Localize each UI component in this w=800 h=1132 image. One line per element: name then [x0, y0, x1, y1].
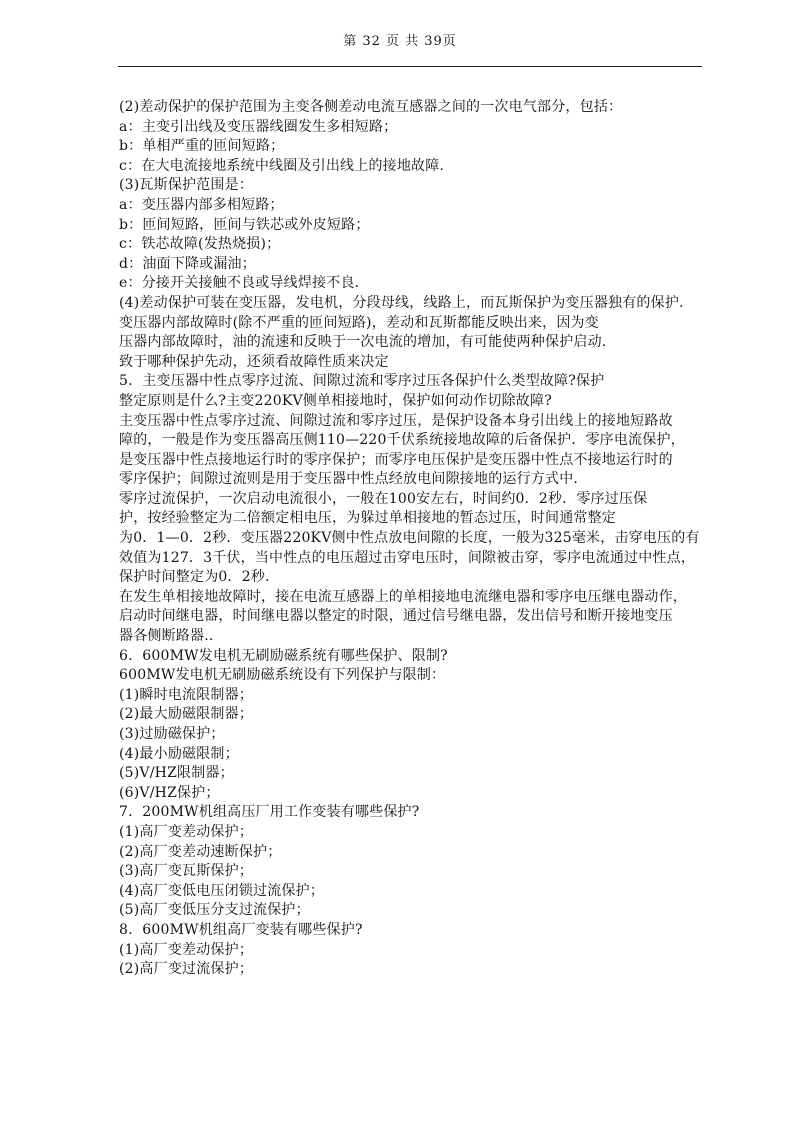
text-line: c：在大电流接地系统中线圈及引出线上的接地故障. [119, 157, 445, 174]
page-number-label: 第 32 页 共 39页 [343, 34, 457, 49]
section-heading: 整定原则是什么?主变220KV侧单相接地时，保护如何动作切除故障? [119, 392, 552, 409]
section-heading: 6．600MW发电机无刷励磁系统有哪些保护、限制? [119, 647, 448, 664]
text-line: 600MW发电机无刷励磁系统设有下列保护与限制： [119, 667, 446, 684]
text-line: 变压器内部故障时(除不严重的匝间短路)，差动和瓦斯都能反映出来，因为变 [119, 314, 599, 331]
text-line: c：铁芯故障(发热烧损)； [119, 236, 281, 253]
document-body [119, 98, 709, 980]
list-item: (5)V/HZ限制器； [119, 765, 234, 782]
text-line: 零序保护；间隙过流则是用于变压器中性点经放电间隙接地的运行方式中. [119, 471, 579, 488]
text-line: 保护时间整定为0．2秒. [119, 569, 270, 586]
list-item: (5)高厂变低压分支过流保护； [119, 902, 310, 919]
list-item: (1)高厂变差动保护； [119, 941, 254, 958]
text-line: 障的，一般是作为变压器高压侧110—220千伏系统接地故障的后备保护．零序电流保护， [119, 432, 685, 449]
text-line: d：油面下降或漏油； [119, 255, 256, 272]
text-line: (3)瓦斯保护范围是： [119, 177, 254, 194]
section-heading: 7．200MW机组高压厂用工作变装有哪些保护? [119, 804, 420, 821]
text-line: 护，按经验整定为二倍额定相电压，为躲过单相接地的暂态过压，时间通常整定 [119, 510, 616, 527]
section-heading: 8．600MW机组高厂变装有哪些保护? [119, 921, 363, 938]
text-line: 在发生单相接地故障时，接在电流互感器上的单相接地电流继电器和零序电压继电器动作， [119, 588, 687, 605]
text-line: b：单相严重的匝间短路； [119, 138, 285, 155]
text-line: 压器内部故障时，油的流速和反映于一次电流的增加，有可能使两种保护启动. [119, 334, 607, 351]
text-line: (4)差动保护可装在变压器，发电机，分段母线，线路上，而瓦斯保护为变压器独有的保护. [119, 294, 684, 311]
list-item: (1)瞬时电流限制器； [119, 686, 254, 703]
list-item: (4)高厂变低电压闭锁过流保护； [119, 882, 325, 899]
text-line: 为0．1—0．2秒．变压器220KV侧中性点放电间隙的长度，一般为325毫米，击穿电压的有 [119, 530, 700, 547]
list-item: (2)高厂变差动速断保护； [119, 843, 282, 860]
text-line: 启动时间继电器，时间继电器以整定的时限，通过信号继电器，发出信号和断开接地变压 [119, 608, 673, 625]
text-line: a：变压器内部多相短路； [119, 196, 284, 213]
list-item: (4)最小励磁限制； [119, 745, 239, 762]
list-item: (1)高厂变差动保护； [119, 823, 254, 840]
header-divider [118, 66, 702, 67]
text-line: 零序过流保护，一次启动电流很小，一般在100安左右，时间约0．2秒．零序过压保 [119, 490, 648, 507]
text-line: b：匝间短路，匝间与铁芯或外皮短路； [119, 216, 370, 233]
text-line: 是变压器中性点接地运行时的零序保护；而零序电压保护是变压器中性点不接地运行时的 [119, 451, 673, 468]
text-line: e：分接开关接触不良或导线焊接不良. [119, 275, 360, 292]
text-line: 器各侧断路器.. [119, 628, 214, 645]
text-line: (2)差动保护的保护范围为主变各侧差动电流互感器之间的一次电气部分，包括： [119, 99, 623, 115]
page-header [0, 0, 800, 70]
list-item: (6)V/HZ保护； [119, 784, 220, 801]
list-item: (3)高厂变瓦斯保护； [119, 863, 254, 880]
list-item: (3)过励磁保护； [119, 726, 225, 742]
text-line: a：主变引出线及变压器线圈发生多相短路； [119, 118, 398, 135]
list-item: (2)高厂变过流保护； [119, 961, 254, 978]
text-line: 主变压器中性点零序过流、间隙过流和零序过压，是保护设备本身引出线上的接地短路故 [119, 412, 673, 429]
list-item: (2)最大励磁限制器； [119, 706, 254, 723]
text-line: 效值为127．3千伏，当中性点的电压超过击穿电压时，间隙被击穿，零序电流通过中性点， [119, 549, 696, 566]
section-heading: 5．主变压器中性点零序过流、间隙过流和零序过压各保护什么类型故障?保护 [119, 373, 605, 390]
text-line: 致于哪种保护先动，还须看故障性质来决定 [119, 353, 389, 370]
